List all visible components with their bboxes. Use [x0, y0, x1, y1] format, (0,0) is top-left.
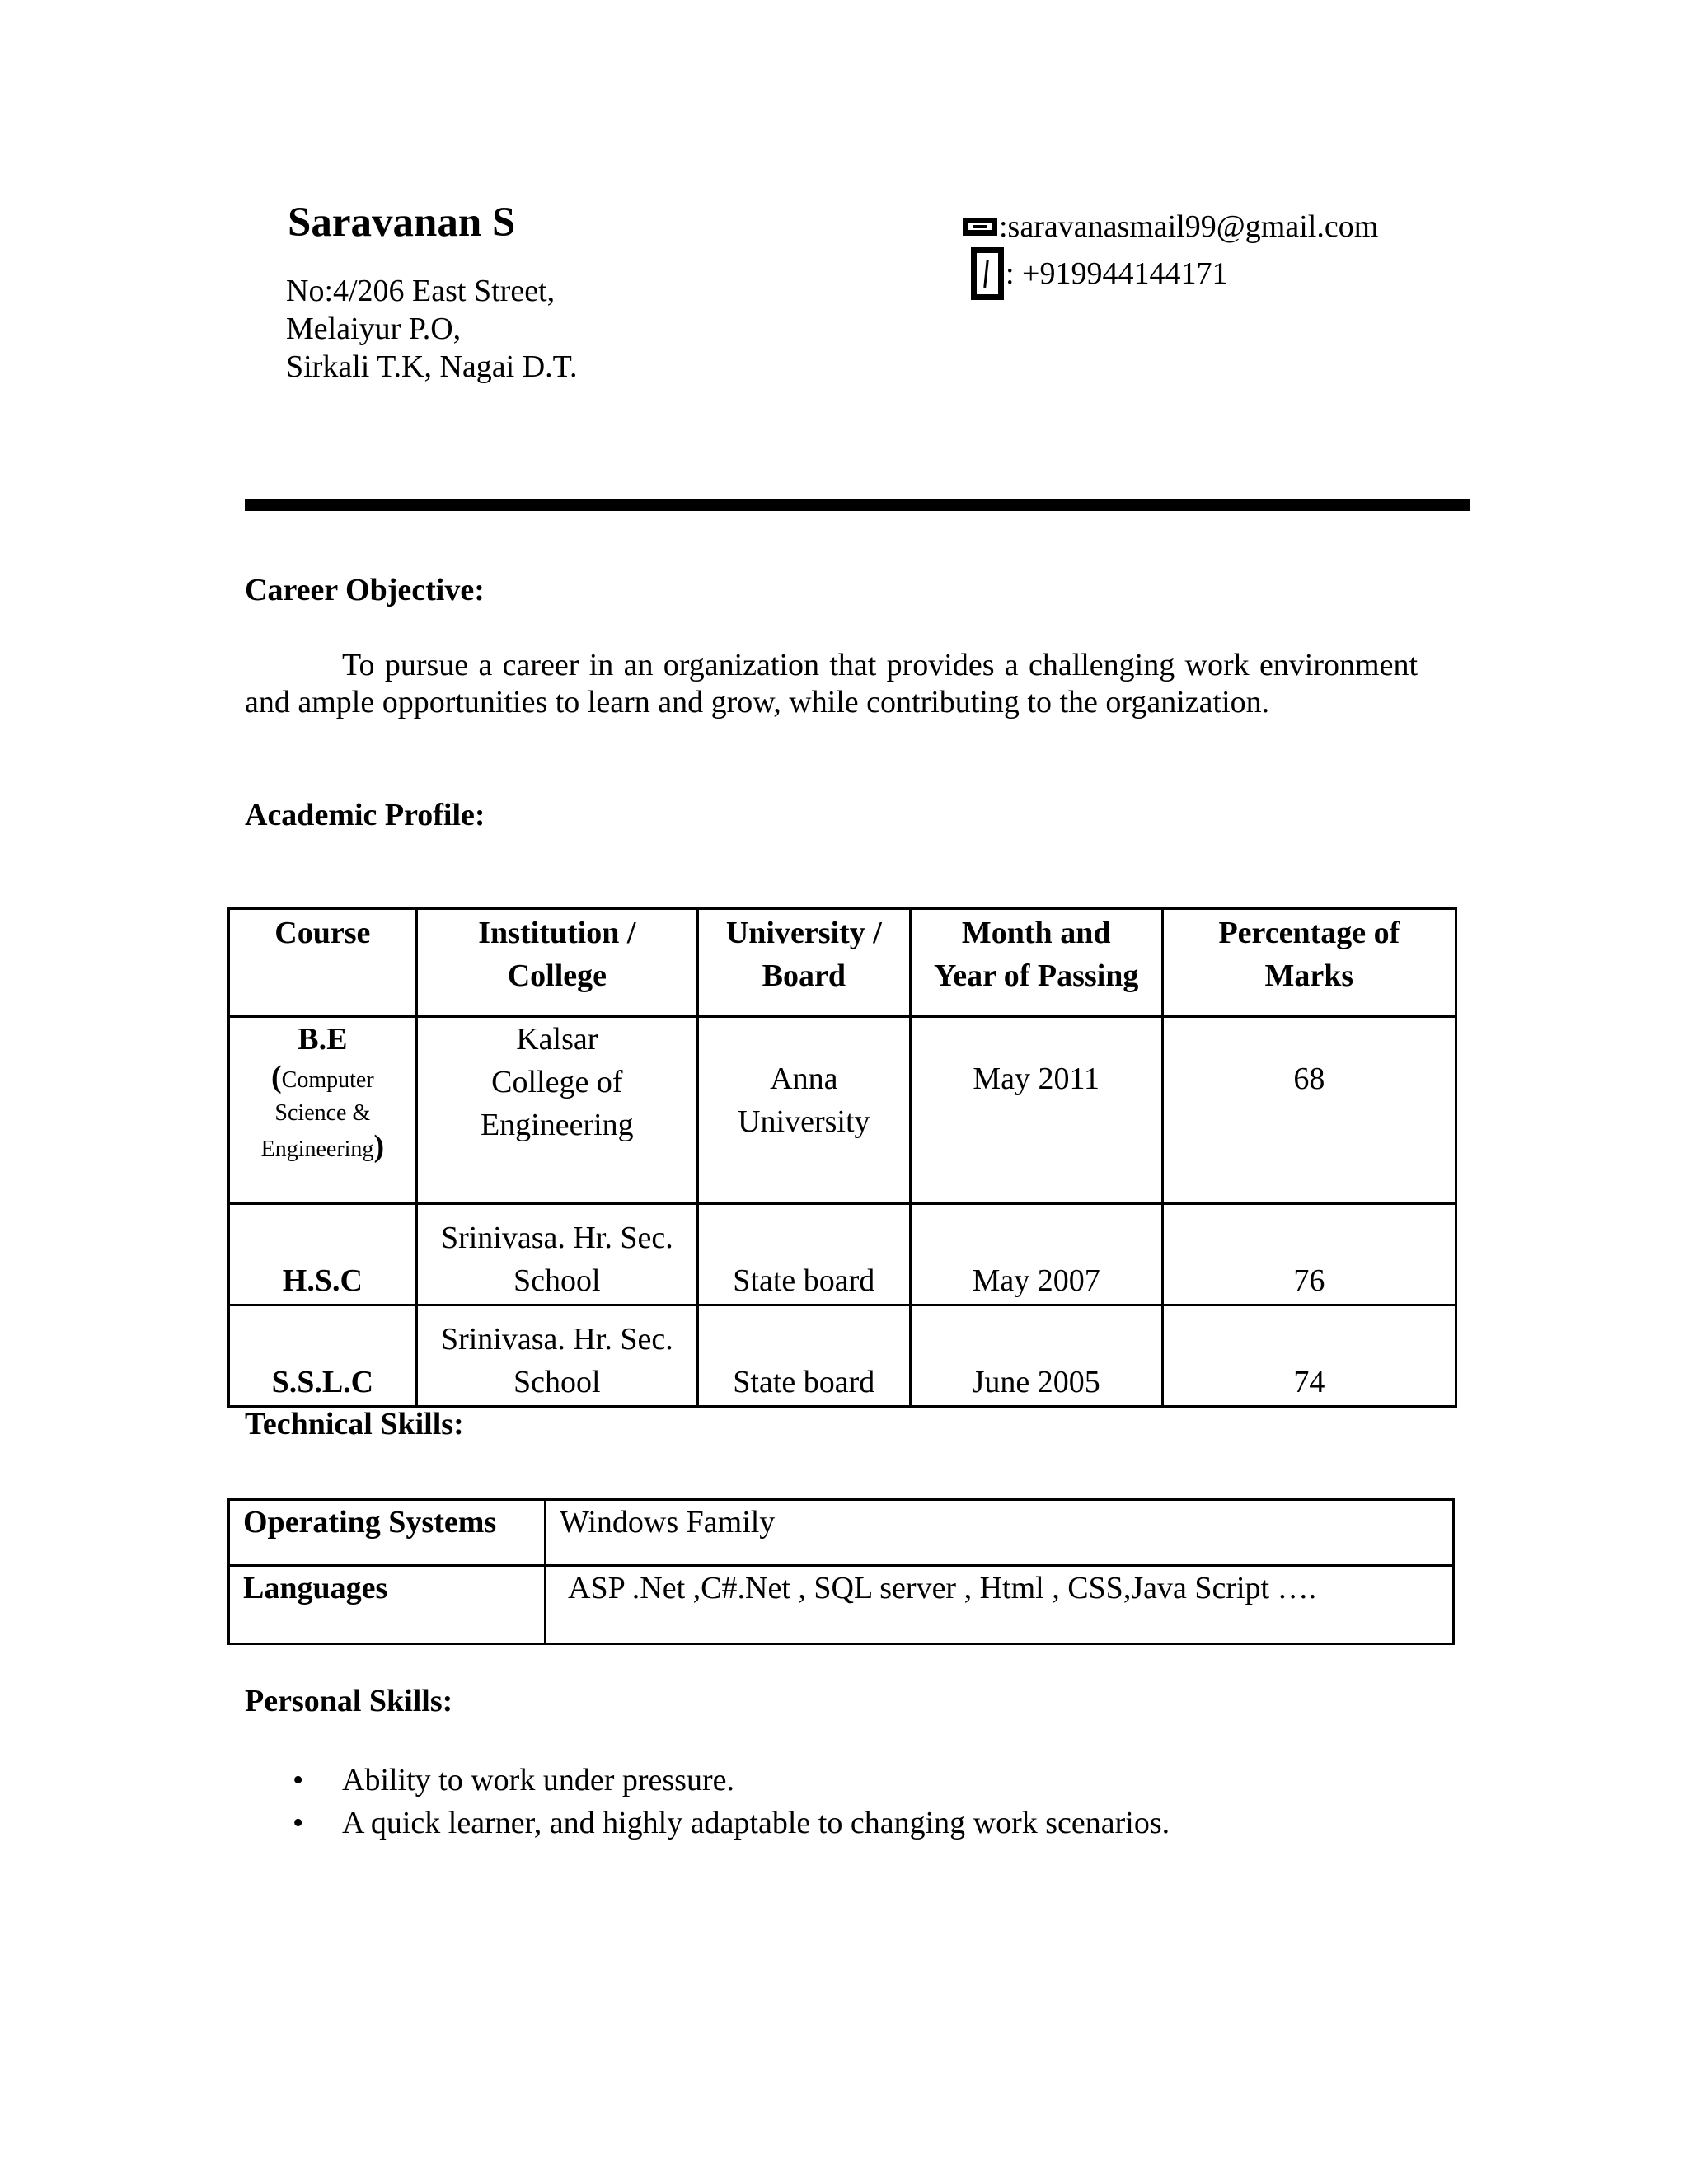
address-block [286, 272, 578, 386]
email-text: :saravanasmail99@gmail.com [999, 209, 1379, 244]
skill-text: A quick learner, and highly adaptable to changing work scenarios. [342, 1806, 1170, 1840]
email-contact [963, 208, 1378, 246]
phone-text: : +919944144171 [1006, 256, 1228, 291]
course-cell: H.S.C [229, 1204, 417, 1305]
board-cell: State board [697, 1305, 910, 1407]
skill-value: ASP .Net ,C#.Net , SQL server , Html , CSS,Java Script …. [546, 1566, 1454, 1644]
course-cell: S.S.L.C [229, 1305, 417, 1407]
institution-cell: Srinivasa. Hr. Sec. School [416, 1204, 697, 1305]
mail-icon [963, 218, 997, 236]
column-header: Course [229, 909, 417, 1017]
institution-cell: Srinivasa. Hr. Sec. School [416, 1305, 697, 1407]
address-line: Sirkali T.K, Nagai D.T. [286, 349, 578, 384]
table-row [229, 1204, 1456, 1305]
list-item [293, 1802, 1170, 1844]
column-header: Institution / College [416, 909, 697, 1017]
bullet: • [293, 1806, 304, 1840]
header-divider [245, 499, 1470, 511]
academic-table [227, 907, 1457, 1408]
column-header: University / Board [697, 909, 910, 1017]
marks-cell: 76 [1162, 1204, 1456, 1305]
bullet: • [293, 1763, 304, 1797]
skill-value: Windows Family [546, 1500, 1454, 1566]
marks-cell: 74 [1162, 1305, 1456, 1407]
address-line: Melaiyur P.O, [286, 312, 462, 346]
institution-cell: Kalsar College of Engineering [416, 1017, 697, 1204]
skill-label: Operating Systems [229, 1500, 546, 1566]
technical-skills-table [227, 1498, 1455, 1645]
phone-contact [971, 247, 1228, 300]
column-header: Percentage of Marks [1162, 909, 1456, 1017]
personal-skills-heading: Personal Skills: [245, 1684, 453, 1718]
column-header: Month and Year of Passing [910, 909, 1162, 1017]
career-objective-heading: Career Objective: [245, 573, 485, 607]
table-row [229, 1500, 1454, 1566]
personal-skills-list [293, 1759, 1170, 1844]
passing-cell: May 2011 [910, 1017, 1162, 1204]
course-cell: B.E (Computer Science & Engineering) [229, 1017, 417, 1204]
address-line: No:4/206 East Street, [286, 274, 556, 308]
passing-cell: June 2005 [910, 1305, 1162, 1407]
technical-skills-heading: Technical Skills: [245, 1407, 464, 1441]
table-row [229, 1017, 1456, 1204]
table-row [229, 1566, 1454, 1644]
career-objective-text: To pursue a career in an organization that provides a challenging work environment and ample opportunities to learn and grow, while contributing to the organization. [245, 648, 1418, 719]
list-item [293, 1759, 1170, 1802]
table-header-row [229, 909, 1456, 1017]
academic-profile-heading: Academic Profile: [245, 798, 485, 832]
skill-text: Ability to work under pressure. [342, 1763, 734, 1797]
marks-cell: 68 [1162, 1017, 1456, 1204]
phone-icon [971, 247, 1004, 300]
table-row [229, 1305, 1456, 1407]
skill-label: Languages [229, 1566, 546, 1644]
board-cell: State board [697, 1204, 910, 1305]
candidate-name: Saravanan S [288, 199, 516, 246]
board-cell: Anna University [697, 1017, 910, 1204]
passing-cell: May 2007 [910, 1204, 1162, 1305]
